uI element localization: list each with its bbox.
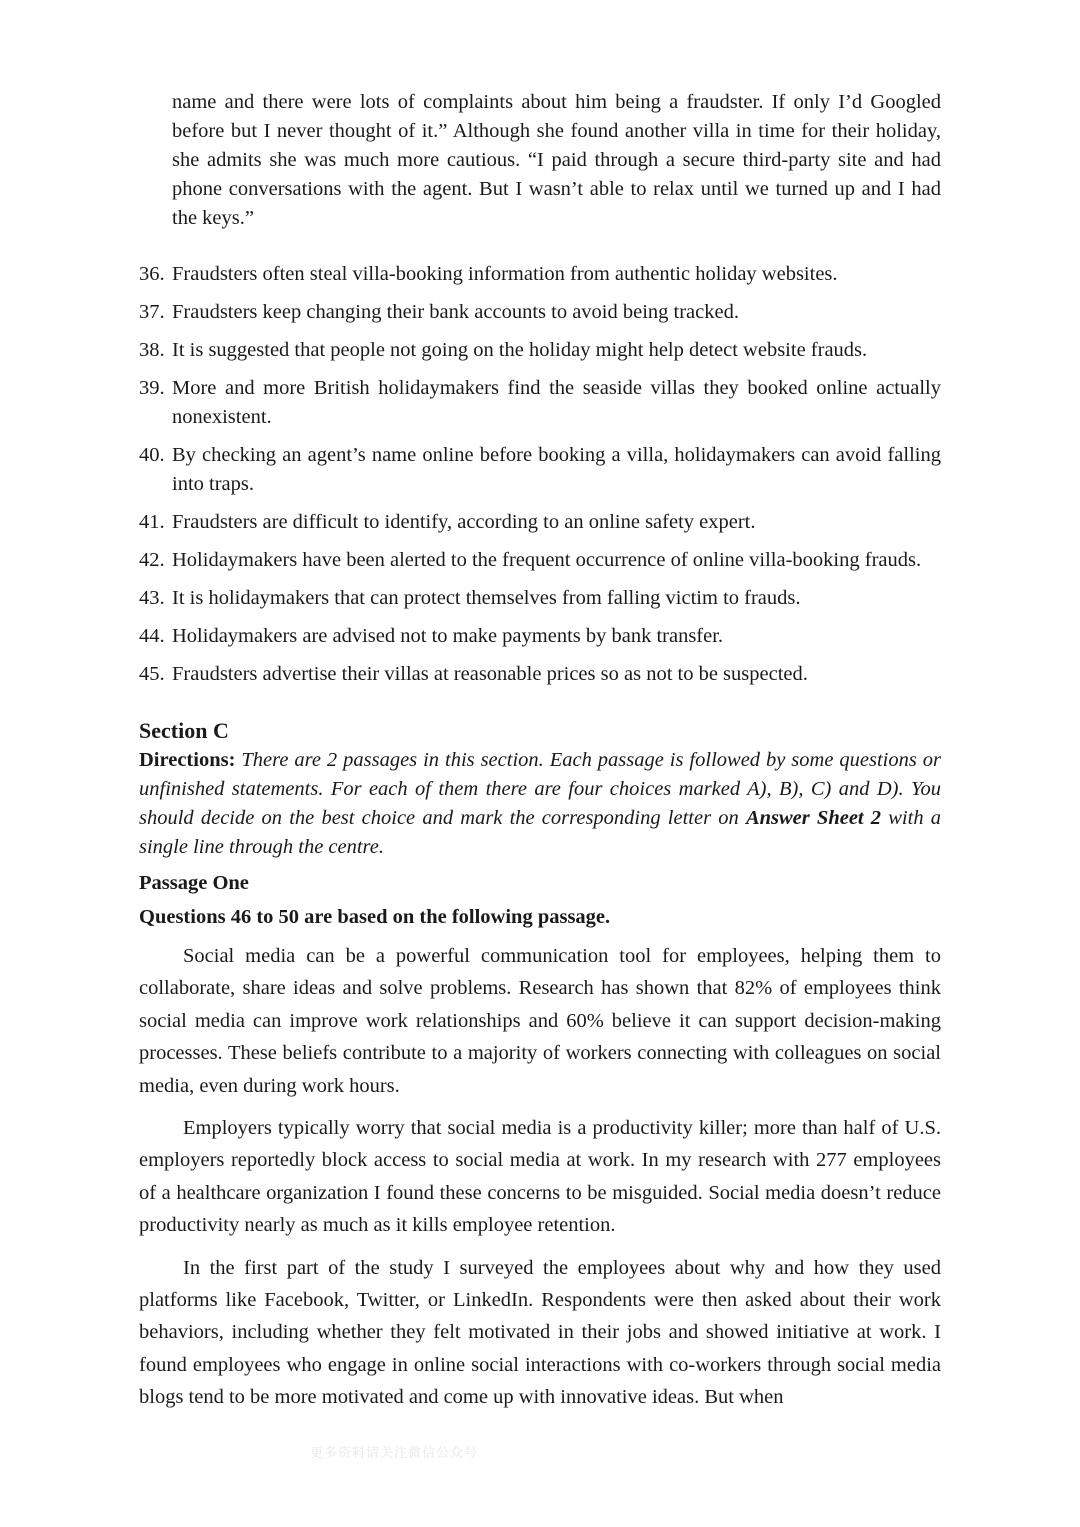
section-title: Section C xyxy=(139,718,229,743)
question-list xyxy=(139,260,941,689)
faint-footer-watermark: 更多资料请关注微信公众号 xyxy=(310,1446,479,1461)
question-item xyxy=(139,298,941,327)
passage-paragraph: Social media can be a powerful communication tool for employees, helping them to collaborate, share ideas and solve problems. Research has shown that 82% of employees think social media can improve work relationships and 60% believe it can support decision-making processes. These beliefs contribute to a majority of workers connecting with colleagues on social media, even during work hours. xyxy=(139,945,941,1097)
passage-paragraph: In the first part of the study I surveyed the employees about why and how they used platforms like Facebook, Twitter, or LinkedIn. Respondents were then asked about their work behaviors, including whether they felt motivated in their jobs and showed initiative at work. I found employees who engage in online social interactions with co-workers through social media blogs tend to be more motivated and come up with innovative ideas. But when xyxy=(139,1256,941,1409)
passage-paragraph: Employers typically worry that social media is a productivity killer; more than half of U.S. employers reportedly block access to social media at work. In my research with 277 employees of a healthcare organization I found these concerns to be misguided. Social media doesn’t reduce productivity nearly as much as it kills employee retention. xyxy=(139,1117,941,1237)
section-directions xyxy=(139,746,941,862)
question-number: 41. xyxy=(139,511,165,533)
question-item xyxy=(139,374,941,432)
question-item xyxy=(139,336,941,365)
question-number: 39. xyxy=(139,377,165,399)
directions-ending: with a single line through the centre. xyxy=(139,807,941,858)
question-number: 44. xyxy=(139,625,165,647)
answer-sheet-reference: Answer Sheet 2 xyxy=(745,807,882,829)
question-item xyxy=(139,660,941,689)
question-text: Fraudsters advertise their villas at reasonable prices so as not to be suspected. xyxy=(172,663,808,685)
question-item xyxy=(139,622,941,651)
question-number: 36. xyxy=(139,263,165,285)
question-number: 40. xyxy=(139,444,165,466)
directions-text: There are 2 passages in this section. Each passage is followed by some questions or unfinished statements. For each of them there are four choices marked A), B), C) and D). You should decide on the best choice and mark the corresponding letter on xyxy=(139,749,942,829)
question-text: Holidaymakers are advised not to make payments by bank transfer. xyxy=(172,625,724,647)
question-text: It is suggested that people not going on the holiday might help detect website frauds. xyxy=(172,339,868,361)
question-text: It is holidaymakers that can protect themselves from falling victim to frauds. xyxy=(172,587,801,609)
question-range: Questions 46 to 50 are based on the following passage. xyxy=(139,906,611,928)
question-item xyxy=(139,441,941,499)
question-number: 43. xyxy=(139,587,165,609)
question-number: 42. xyxy=(139,549,165,571)
exam-page xyxy=(139,88,941,1424)
question-text: More and more British holidaymakers find the seaside villas they booked online actually nonexistent. xyxy=(172,377,941,428)
question-text: Fraudsters are difficult to identify, according to an online safety expert. xyxy=(172,511,756,533)
question-text: By checking an agent’s name online before booking a villa, holidaymakers can avoid falling into traps. xyxy=(172,444,941,495)
question-text: Fraudsters often steal villa-booking information from authentic holiday websites. xyxy=(172,263,838,285)
question-text: Fraudsters keep changing their bank accounts to avoid being tracked. xyxy=(172,301,739,323)
question-item xyxy=(139,508,941,537)
question-text: Holidaymakers have been alerted to the frequent occurrence of online villa-booking frauds. xyxy=(172,549,922,571)
question-number: 37. xyxy=(139,301,165,323)
question-item xyxy=(139,260,941,289)
question-item xyxy=(139,584,941,613)
question-item xyxy=(139,546,941,575)
directions-label: Directions: xyxy=(139,749,236,771)
passage-continuation: name and there were lots of complaints about him being a fraudster. If only I’d Googled before but I never thought of it.” Although she found another villa in time for their holiday, she admits she was much more cautious. “I paid through a secure third-party site and had phone conversations with the agent. But I wasn’t able to relax until we turned up and I had the keys.” xyxy=(172,91,941,229)
question-number: 45. xyxy=(139,663,165,685)
question-number: 38. xyxy=(139,339,165,361)
passage-heading: Passage One xyxy=(139,872,249,894)
